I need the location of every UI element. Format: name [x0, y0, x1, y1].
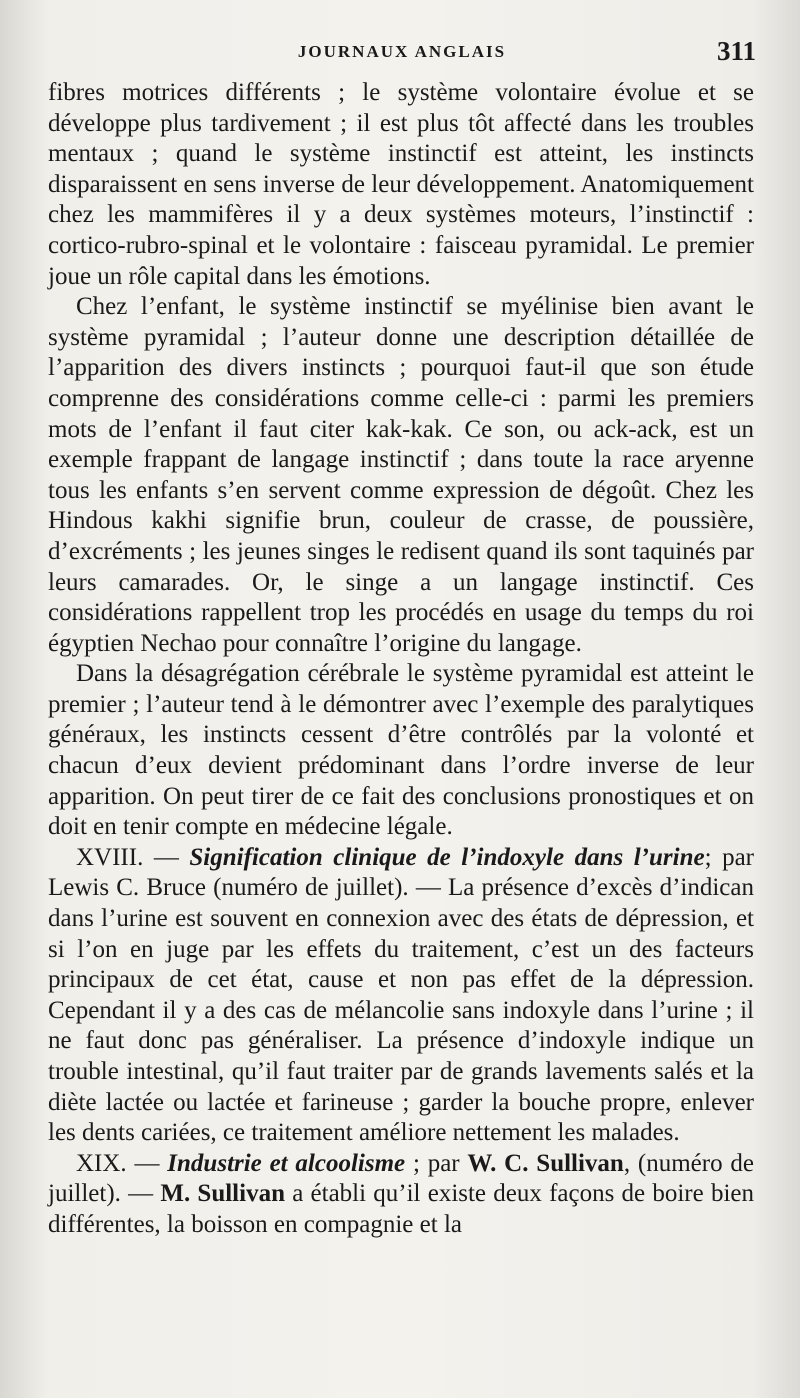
- section-author-2: M. Sullivan: [160, 1180, 285, 1208]
- running-head: [48, 36, 756, 70]
- section-numeral: XVIII.: [76, 843, 144, 871]
- section-author: W. C. Sullivan: [467, 1149, 624, 1177]
- section-text: a établi qu’il existe deux façons de boire bien différentes, la boisson en compagnie et la: [48, 1180, 754, 1238]
- section-xviii: XVIII. — Signification clinique de l’indoxyle dans l’urine; par Lewis C. Bruce (numéro de juillet). — La présence d’excès d’indican dans l’urine est souvent en connexion avec des états de dépression, et si l’on en juge par les effets du traitement, c’est un des facteurs principaux de cet état, cause et non pas effet de la dépression. Cependant il y a des cas de mélancolie sans indoxyle dans l’urine ; il ne faut donc pas généraliser. La présence d’indoxyle indique un trouble intestinal, qu’il faut traiter par de grands lavements salés et la diète lactée ou lactée et farineuse ; garder la bouche propre, enlever les dents cariées, ce traitement améliore nettement les malades.: [48, 843, 755, 1147]
- page-number: 311: [716, 36, 756, 66]
- section-heading: Signification clinique de l’indoxyle dans l’urine: [189, 843, 705, 871]
- section-heading: Industrie et alcoolisme: [167, 1149, 406, 1177]
- section-text: La présence d’excès d’indican dans l’urine est souvent en connexion avec des états de dépression, et si l’on en juge par les effets du traitement, c’est un des facteurs principaux de cet état, cause et non pas effet de la dépression. Cependant il y a des cas de mélancolie sans indoxyle dans l’urine ; il ne faut donc pas généraliser. La présence d’indoxyle indique un trouble intestinal, qu’il faut traiter par de grands lavements salés et la diète lactée ou lactée et farineuse ; garder la bouche propre, enlever les dents cariées, ce traitement améliore nettement les malades.: [48, 874, 755, 1147]
- paragraph-instinctive-system: Chez l’enfant, le système instinctif se myélinise bien avant le système pyramidal ; l’auteur donne une description détaillée de l’apparition des divers instincts ; pourquoi faut-il que son étude comprenne des considérations comme celle-ci : parmi les premiers mots de l’enfant il faut citer kak-kak. Ce son, ou ack-ack, est un exemple frappant de langage instinctif ; dans toute la race aryenne tous les enfants s’en servent comme expression de dégoût. Chez les Hindous kakhi signifie brun, couleur de crasse, de poussière, d’excréments ; les jeunes singes le redisent quand ils sont taquinés par leurs camarades. Or, le singe a un langage instinctif. Ces considérations rappellent trop les procédés en usage du temps du roi égyptien Nechao pour connaître l’origine du langage.: [48, 293, 754, 657]
- section-xix: XIX. — Industrie et alcoolisme ; par W. C. Sullivan, (numéro de juillet). — M. Sullivan a établi qu’il existe deux façons de boire bien différentes, la boisson en compagnie et la: [48, 1149, 754, 1238]
- paragraph-cerebral-disaggregation: Dans la désagrégation cérébrale le système pyramidal est atteint le premier ; l’auteur tend à le démontrer avec l’exemple des paralytiques généraux, les instincts cessent d’être contrôlés par la volonté et chacun d’eux devient prédominant dans l’ordre inverse de leur apparition. On peut tirer de ce fait des conclusions pronostiques et on doit en tenir compte en médecine légale.: [48, 660, 754, 841]
- body-text: [48, 78, 754, 1241]
- section-byline-2: , (numéro de juillet). —: [48, 1149, 754, 1208]
- running-head-title: JOURNAUX ANGLAIS: [297, 42, 507, 61]
- section-byline: ; par Lewis C. Bruce (numéro de juillet). —: [48, 843, 754, 902]
- paragraph-continuation: fibres motrices différents ; le système volontaire évolue et se développe plus tardivement ; il est plus tôt affecté dans les troubles mentaux ; quand le système instinctif est atteint, les instincts disparaissent en sens inverse de leur développement. Anatomiquement chez les mammifères il y a deux systèmes moteurs, l’instinctif : cortico-rubro-spinal et le volontaire : faisceau pyramidal. Le premier joue un rôle capital dans les émotions.: [48, 79, 754, 290]
- section-byline: ; par: [405, 1149, 468, 1177]
- section-numeral: XIX.: [76, 1149, 127, 1177]
